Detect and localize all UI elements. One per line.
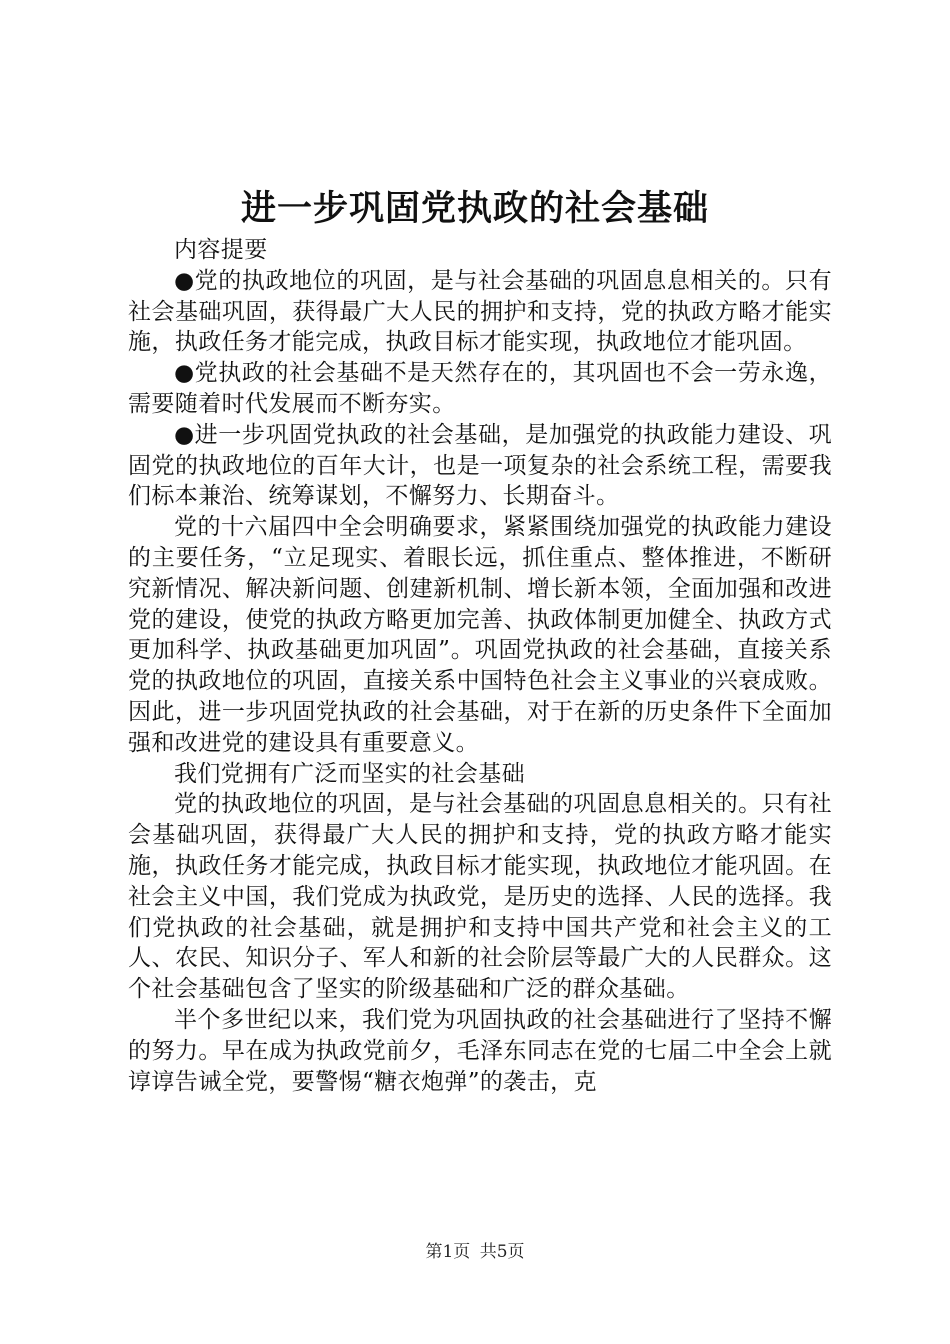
page-footer: [0, 1240, 950, 1264]
body-paragraph: 党的执政地位的巩固，是与社会基础的巩固息息相关的。只有社会基础巩固，获得最广大人民的拥护和支持，党的执政方略才能实施，执政任务才能完成，执政目标才能实现，执政地位才能巩固。在社会主义中国，我们党成为执政党，是历史的选择、人民的选择。我们党执政的社会基础，就是拥护和支持中国共产党和社会主义的工人、农民、知识分子、军人和新的社会阶层等最广大的人民群众。这个社会基础包含了坚实的阶级基础和广泛的群众基础。: [128, 791, 832, 1003]
page-total: 共5页: [479, 1242, 525, 1262]
body-paragraph: 半个多世纪以来，我们党为巩固执政的社会基础进行了坚持不懈的努力。早在成为执政党前夕，毛泽东同志在党的七届二中全会上就谆谆告诫全党，要警惕“糖衣炮弹”的袭击，克: [128, 1006, 832, 1095]
summary-point-2: ●党执政的社会基础不是天然存在的，其巩固也不会一劳永逸，需要随着时代发展而不断夯实。: [128, 360, 832, 417]
page-number: 第1页: [425, 1242, 471, 1262]
summary-point-1: ●党的执政地位的巩固，是与社会基础的巩固息息相关的。只有社会基础巩固，获得最广大人民的拥护和支持，党的执政方略才能实施，执政任务才能完成，执政目标才能实现，执政地位才能巩固。: [128, 267, 832, 356]
document-body: [128, 235, 832, 1097]
body-paragraph: 党的十六届四中全会明确要求，紧紧围绕加强党的执政能力建设的主要任务，“立足现实、着眼长远，抓住重点、整体推进，不断研究新情况、解决新问题、创建新机制、增长新本领，全面加强和改进党的建设，使党的执政方略更加完善、执政体制更加健全、执政方式更加科学、执政基础更加巩固”。巩固党执政的社会基础，直接关系党的执政地位的巩固，直接关系中国特色社会主义事业的兴衰成败。因此，进一步巩固党执政的社会基础，对于在新的历史条件下全面加强和改进党的建设具有重要意义。: [128, 514, 832, 756]
summary-heading: 内容提要: [174, 237, 268, 263]
document-title: 进一步巩固党执政的社会基础: [240, 188, 709, 229]
summary-point-3: ●进一步巩固党执政的社会基础，是加强党的执政能力建设、巩固党的执政地位的百年大计，也是一项复杂的社会系统工程，需要我们标本兼治、统筹谋划，不懈努力、长期奋斗。: [128, 421, 832, 510]
section-heading: 我们党拥有广泛而坚实的社会基础: [174, 760, 525, 787]
